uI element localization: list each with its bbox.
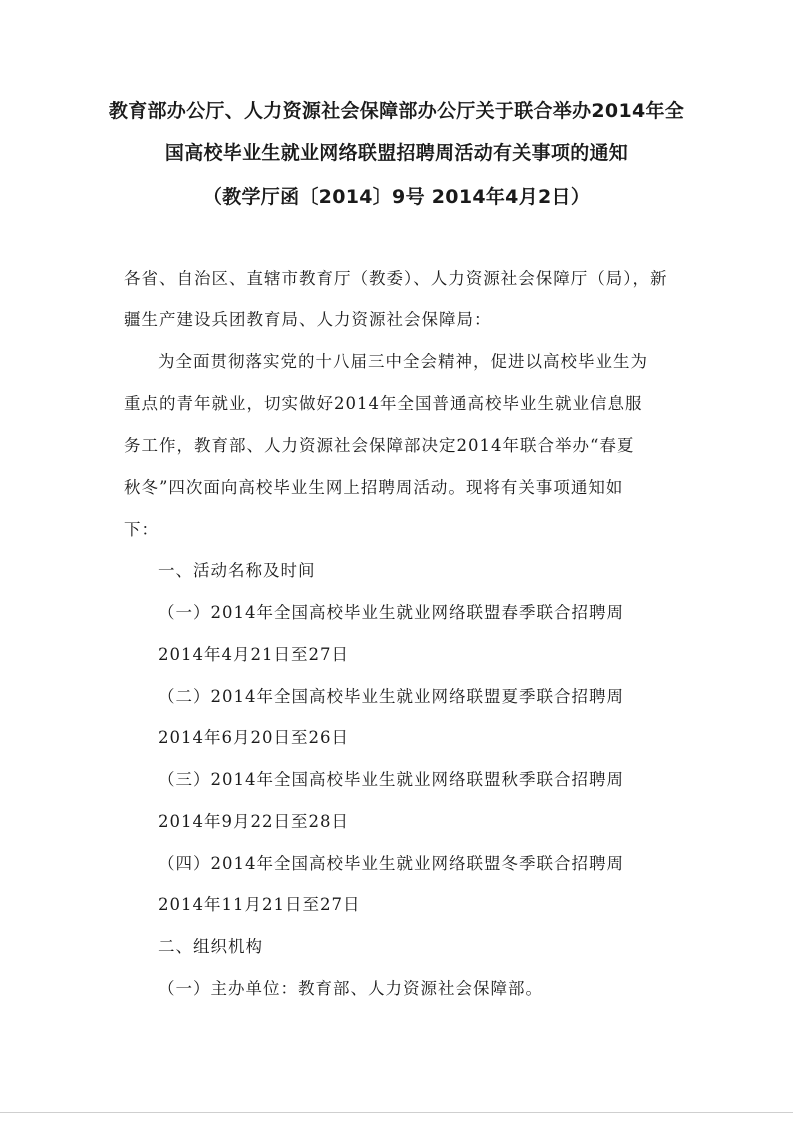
event-3-name: （三）2014年全国高校毕业生就业网络联盟秋季联合招聘周 (158, 770, 624, 789)
document-subtitle: （教学厅函〔2014〕9号 2014年4月2日） (202, 186, 591, 208)
event-4-name: （四）2014年全国高校毕业生就业网络联盟冬季联合招聘周 (158, 854, 624, 873)
event-4-date: 2014年11月21日至27日 (158, 895, 361, 914)
event-1-date: 2014年4月21日至27日 (158, 645, 349, 664)
event-2-name: （二）2014年全国高校毕业生就业网络联盟夏季联合招聘周 (158, 687, 624, 706)
event-3-date: 2014年9月22日至28日 (158, 812, 349, 831)
intro-paragraph-line-2: 重点的青年就业，切实做好2014年全国普通高校毕业生就业信息服 (124, 394, 643, 413)
organizer-line: （一）主办单位：教育部、人力资源社会保障部。 (158, 979, 543, 998)
document-title-line-1: 教育部办公厅、人力资源社会保障部办公厅关于联合举办2014年全 (108, 100, 685, 122)
intro-paragraph-line-3: 务工作，教育部、人力资源社会保障部决定2014年联合举办“春夏 (124, 436, 635, 455)
intro-paragraph-line-4: 秋冬”四次面向高校毕业生网上招聘周活动。现将有关事项通知如 (124, 478, 624, 497)
addressee-line-1: 各省、自治区、直辖市教育厅（教委）、人力资源社会保障厅（局），新 (124, 269, 668, 288)
section-2-heading: 二、组织机构 (158, 937, 263, 956)
document-title-line-2: 国高校毕业生就业网络联盟招聘周活动有关事项的通知 (164, 142, 629, 164)
intro-paragraph-line-1: 为全面贯彻落实党的十八届三中全会精神，促进以高校毕业生为 (158, 352, 648, 371)
page-bottom-divider (0, 1112, 793, 1113)
event-2-date: 2014年6月20日至26日 (158, 728, 349, 747)
addressee-line-2: 疆生产建设兵团教育局、人力资源社会保障局： (124, 310, 492, 329)
intro-paragraph-line-5: 下： (124, 520, 159, 539)
event-1-name: （一）2014年全国高校毕业生就业网络联盟春季联合招聘周 (158, 603, 624, 622)
section-1-heading: 一、活动名称及时间 (158, 561, 316, 580)
